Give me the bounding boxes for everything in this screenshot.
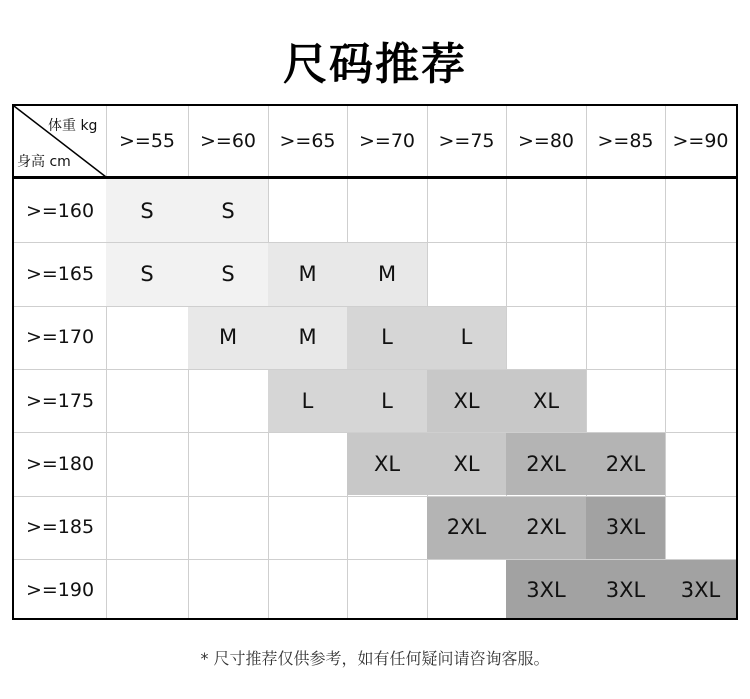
height-header: >=175 <box>25 389 95 412</box>
grid-line-horizontal <box>14 432 736 433</box>
size-cell: XL <box>427 432 506 495</box>
size-chart-table <box>12 104 738 620</box>
size-cell: 3XL <box>586 559 665 620</box>
grid-line-horizontal <box>14 496 736 497</box>
footnote: * 尺寸推荐仅供参考，如有任何疑问请咨询客服。 <box>200 649 550 668</box>
size-cell: 3XL <box>665 559 736 620</box>
size-cell: L <box>427 306 506 369</box>
weight-header: >=75 <box>438 130 495 152</box>
size-cell: M <box>268 242 347 305</box>
size-cell: XL <box>347 432 427 495</box>
weight-header: >=65 <box>279 130 336 152</box>
size-cell: L <box>268 369 347 432</box>
weight-axis-label: 体重 kg <box>48 118 98 134</box>
size-cell: L <box>347 306 427 369</box>
size-cell: S <box>106 179 188 242</box>
grid-line-vertical <box>665 106 666 618</box>
grid-line-horizontal <box>14 559 736 560</box>
height-axis-label: 身高 cm <box>17 154 71 170</box>
weight-header: >=55 <box>118 130 176 152</box>
height-header: >=160 <box>25 199 95 222</box>
height-header: >=165 <box>25 262 95 285</box>
size-cell: 3XL <box>506 559 586 620</box>
height-header: >=170 <box>25 326 95 349</box>
size-cell: 2XL <box>506 432 586 495</box>
size-cell: M <box>268 306 347 369</box>
size-cell: 2XL <box>427 496 506 559</box>
weight-header: >=80 <box>517 130 575 152</box>
weight-header: >=70 <box>358 130 416 152</box>
weight-header: >=90 <box>672 130 729 152</box>
size-cell: M <box>188 306 268 369</box>
height-header: >=190 <box>25 579 95 602</box>
grid-line-horizontal <box>14 306 736 307</box>
size-cell: 3XL <box>586 496 665 559</box>
size-cell: S <box>106 242 188 305</box>
size-cell: S <box>188 242 268 305</box>
weight-header: >=85 <box>597 130 654 152</box>
header-separator <box>14 176 736 179</box>
size-cell: M <box>347 242 427 305</box>
page-title: 尺码推荐 <box>283 39 467 90</box>
height-header: >=185 <box>25 516 95 539</box>
grid-line-horizontal <box>14 242 736 243</box>
size-cell: 2XL <box>506 496 586 559</box>
size-cell: 2XL <box>586 432 665 495</box>
size-cell: S <box>188 179 268 242</box>
size-cell: XL <box>506 369 586 432</box>
weight-header: >=60 <box>199 130 257 152</box>
size-cell: XL <box>427 369 506 432</box>
grid-line-horizontal <box>14 369 736 370</box>
size-cell: L <box>347 369 427 432</box>
height-header: >=180 <box>25 452 95 475</box>
